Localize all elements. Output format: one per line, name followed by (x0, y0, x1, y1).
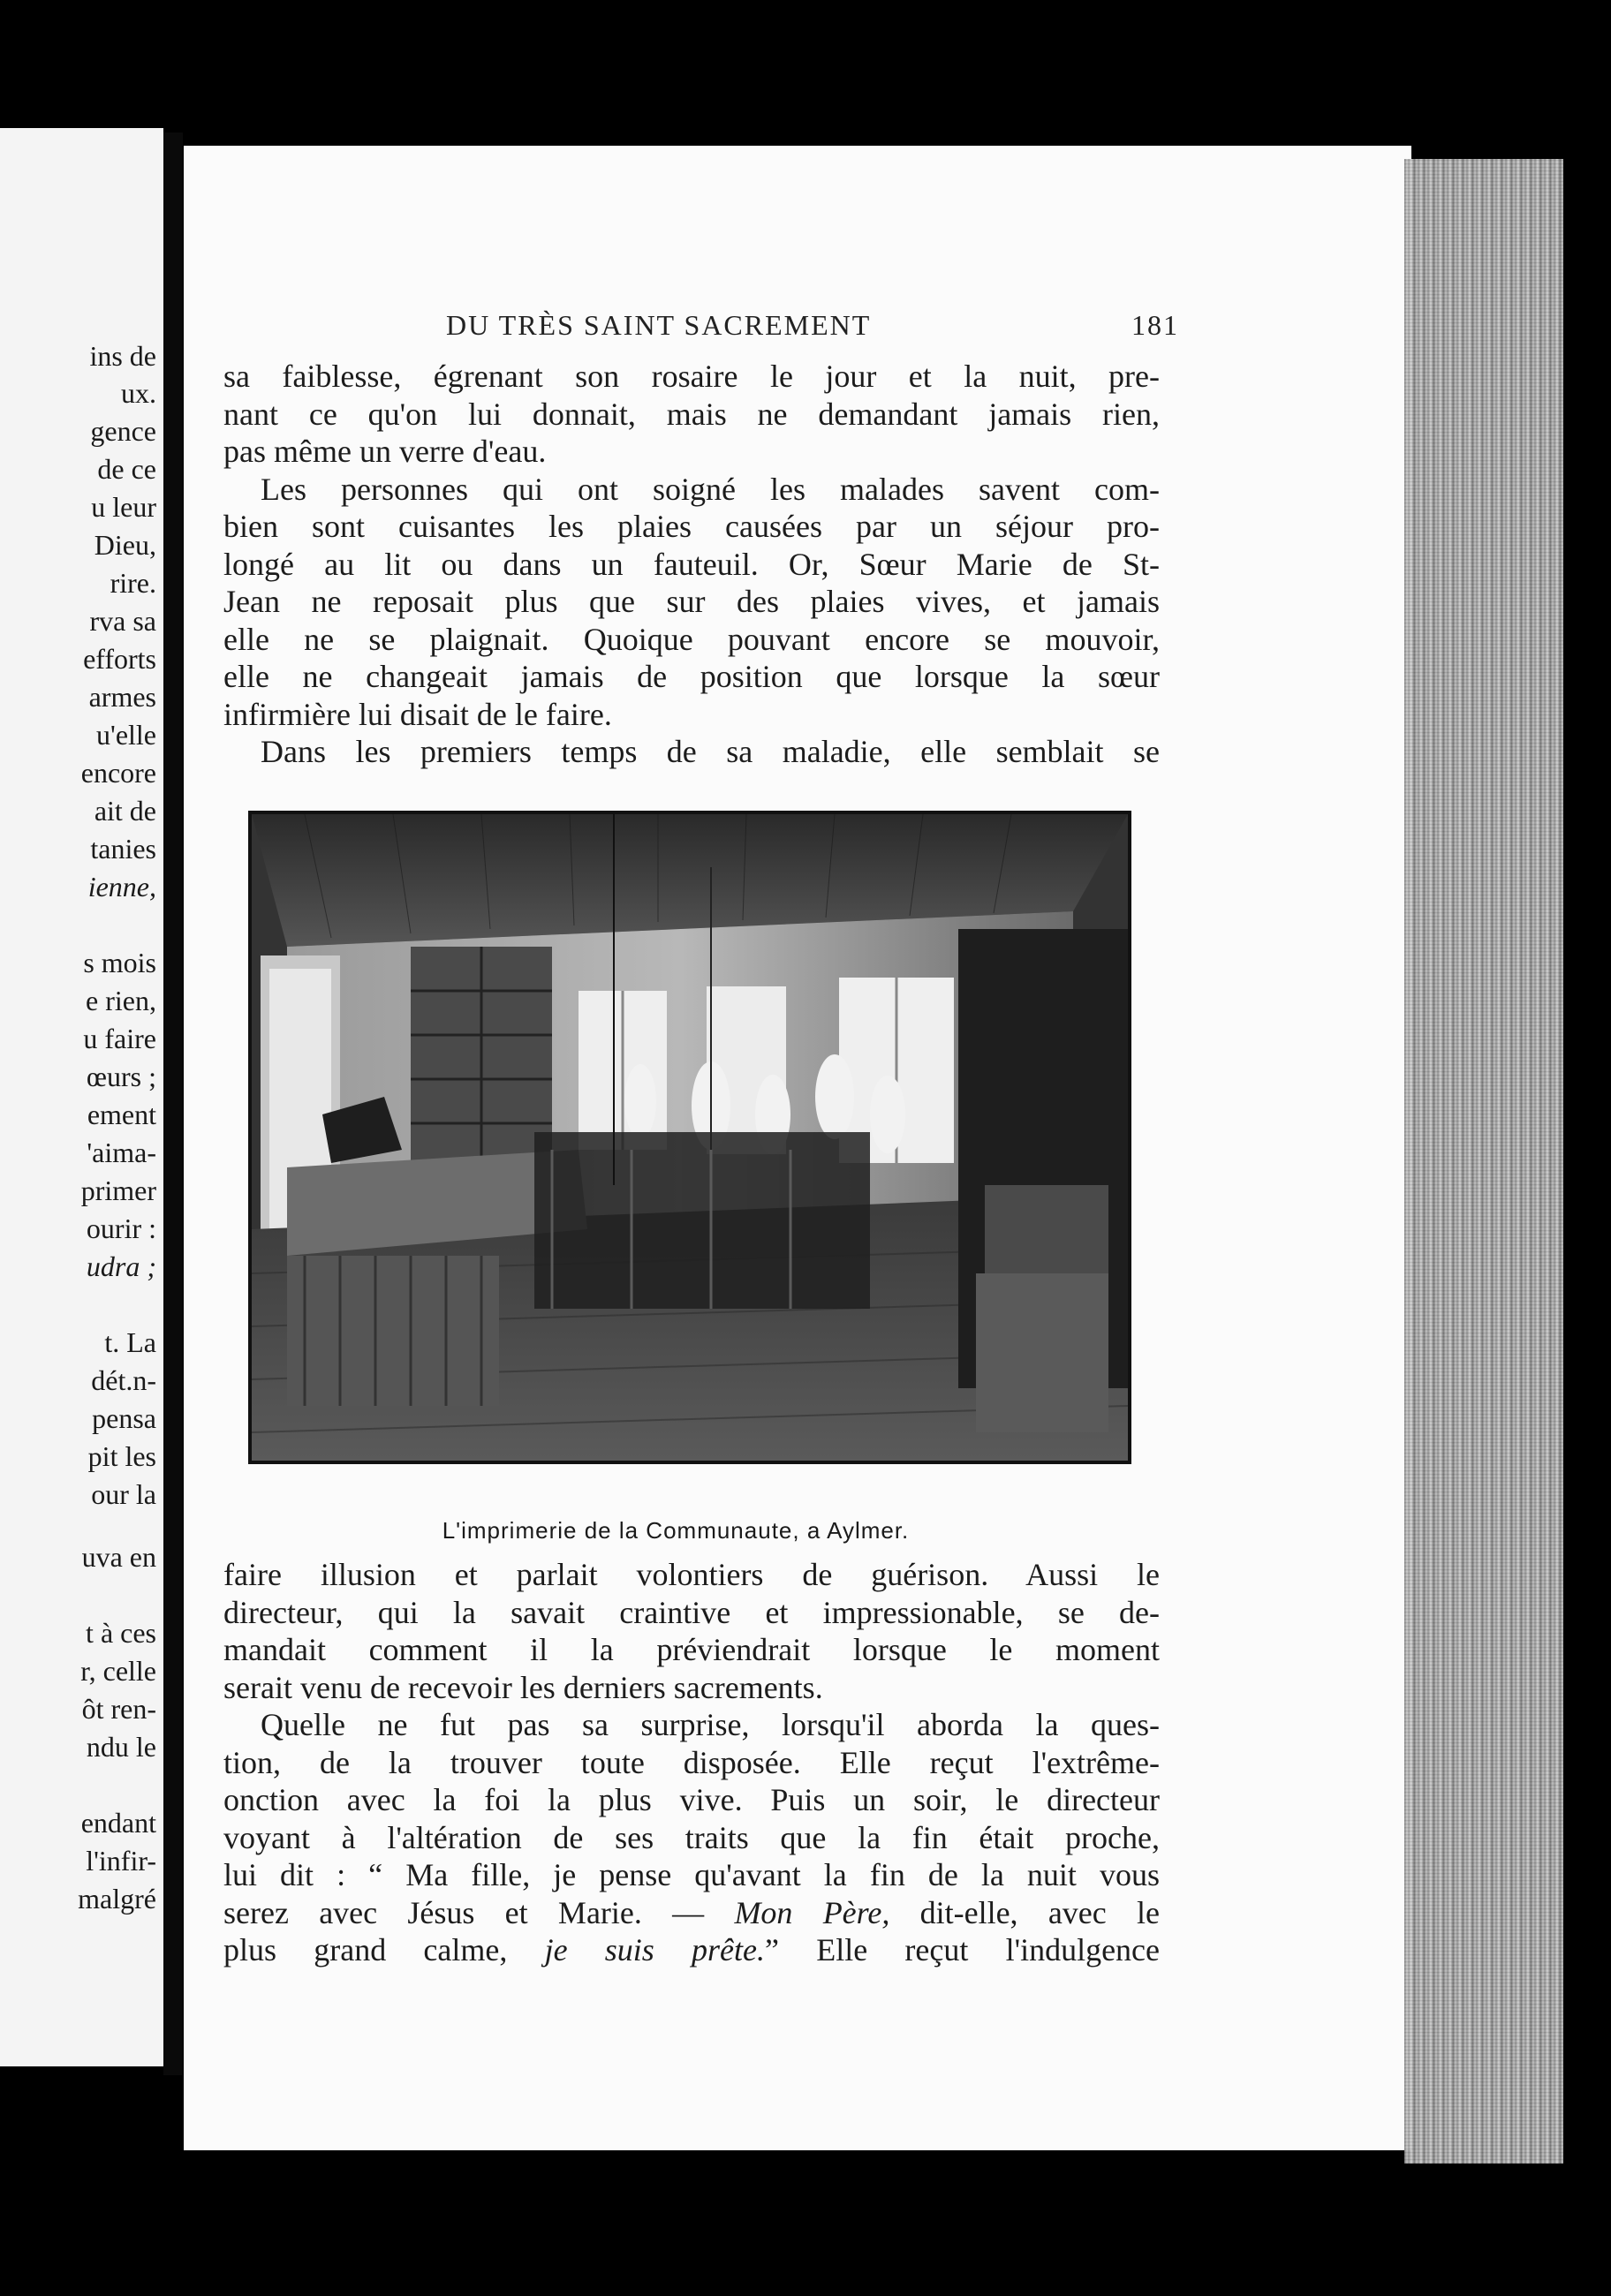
text-line: bien sont cuisantes les plaies causées par un séjour pro- (223, 509, 1160, 544)
running-title: DU TRÈS SAINT SACREMENT (446, 309, 872, 341)
italic-run: Mon Père, (734, 1894, 890, 1930)
left-line: rva sa (89, 605, 156, 637)
left-line: t. La (104, 1326, 156, 1358)
left-line: endant (80, 1807, 156, 1839)
text-line: mandait comment il la préviendrait lorsque le moment (223, 1632, 1160, 1667)
paragraph-top (223, 358, 1160, 771)
text-run: plus grand calme, (223, 1932, 545, 1967)
text-line: infirmière lui disait de le faire. (223, 696, 612, 732)
left-line: rire. (110, 567, 156, 599)
left-line: e rien, (86, 985, 156, 1016)
text-run: ” Elle reçut l'indulgence (765, 1932, 1161, 1967)
left-line: ement (87, 1099, 156, 1130)
paragraph-bottom (223, 1556, 1160, 1969)
text-line: voyant à l'altération de ses traits que la fin était proche, (223, 1819, 1160, 1855)
text-line: pas même un verre d'eau. (223, 434, 547, 469)
page-number: 181 (1131, 309, 1179, 341)
left-line: dét.n- (91, 1364, 156, 1396)
left-line: malgré (78, 1883, 156, 1915)
text-line: tion, de la trouver toute disposée. Elle reçut l'extrême- (223, 1744, 1160, 1780)
text-line: lui dit : “ Ma fille, je pense qu'avant la fin de la nuit vous (223, 1857, 1160, 1892)
text-line: directeur, qui la savait craintive et impressionable, se de- (223, 1594, 1160, 1630)
printing-room-photo (248, 811, 1131, 1464)
left-line: u faire (83, 1023, 156, 1054)
left-line: s mois (83, 947, 156, 978)
text-line (223, 1894, 1160, 1932)
left-line: ndu le (86, 1731, 156, 1763)
left-line: tanies (90, 833, 156, 865)
text-line: Quelle ne fut pas sa surprise, lorsqu'il aborda la ques- (261, 1707, 1160, 1742)
left-line: ôt ren- (81, 1693, 156, 1725)
left-line: u leur (91, 491, 156, 523)
photo-caption: L'imprimerie de la Communaute, a Aylmer. (442, 1517, 910, 1544)
left-line: ourir : (86, 1212, 156, 1244)
text-run: serez avec Jésus et Marie. — (223, 1894, 735, 1930)
left-line: ux. (121, 377, 156, 409)
left-line: gence (90, 415, 156, 447)
left-line: uva en (81, 1541, 156, 1573)
text-line (223, 1931, 1160, 1969)
italic-run: je suis prête. (544, 1932, 766, 1967)
text-line: longé au lit ou dans un fauteuil. Or, Sœur Marie de St- (223, 546, 1160, 582)
text-line: Dans les premiers temps de sa maladie, elle semblait se (261, 734, 1160, 769)
text-line: Jean ne reposait plus que sur des plaies vives, et jamais (223, 584, 1160, 619)
left-line: encore (80, 757, 156, 789)
left-line: udra ; (86, 1250, 156, 1282)
left-line: l'infir- (86, 1845, 156, 1877)
text-line: elle ne changeait jamais de position que lorsque la sœur (223, 659, 1160, 694)
book-gutter (163, 132, 183, 2075)
text-line: serait venu de recevoir les derniers sacrements. (223, 1669, 823, 1705)
left-line: t à ces (86, 1617, 156, 1649)
left-line: Dieu, (94, 529, 156, 561)
left-line: armes (88, 681, 156, 713)
left-line: ienne, (87, 871, 156, 903)
text-line: Les personnes qui ont soigné les malades savent com- (261, 471, 1160, 507)
left-line: ait de (94, 795, 156, 827)
left-line: 'aima- (87, 1137, 156, 1168)
left-line: u'elle (96, 719, 156, 751)
left-page (0, 128, 163, 2066)
text-run: dit-elle, avec le (889, 1894, 1161, 1930)
left-line: de ce (97, 453, 156, 485)
left-line: ins de (89, 340, 156, 372)
text-line: sa faiblesse, égrenant son rosaire le jour et la nuit, pre- (223, 359, 1160, 394)
text-line: nant ce qu'on lui donnait, mais ne demandant jamais rien, (223, 396, 1160, 432)
text-line: onction avec la foi la plus vive. Puis un soir, le directeur (223, 1782, 1160, 1817)
left-line: pit les (87, 1440, 156, 1472)
left-line: our la (91, 1478, 156, 1510)
left-line: r, celle (80, 1655, 156, 1687)
text-line: elle ne se plaignait. Quoique pouvant encore se mouvoir, (223, 621, 1160, 657)
left-line: œurs ; (86, 1061, 156, 1092)
page-edge (1404, 159, 1563, 2164)
left-line: efforts (83, 643, 156, 675)
text-line: faire illusion et parlait volontiers de guérison. Aussi le (223, 1557, 1160, 1592)
left-line: primer (80, 1174, 156, 1206)
left-line: pensa (92, 1402, 156, 1434)
